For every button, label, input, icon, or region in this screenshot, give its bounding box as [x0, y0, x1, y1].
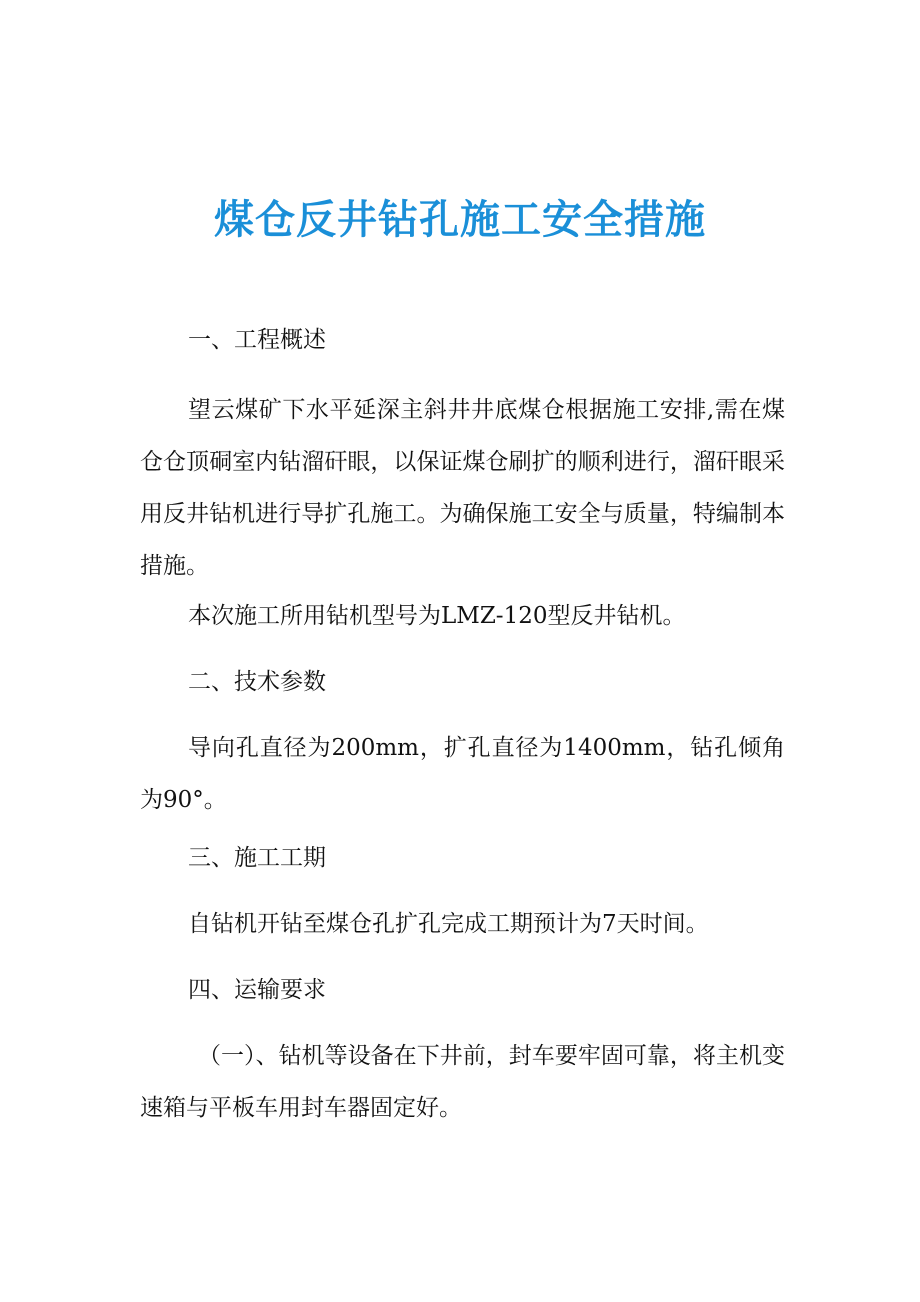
- paragraph-parameters: 导向孔直径为200mm，扩孔直径为1400mm，钻孔倾角为90°。: [140, 735, 785, 813]
- section-heading-parameters: 二、技术参数: [188, 669, 326, 695]
- section-heading-transport: 四、运输要求: [188, 977, 326, 1003]
- paragraph-drill-model: 本次施工所用钻机型号为LMZ-120型反井钻机。: [188, 603, 686, 629]
- paragraph-transport-1: （一）、钻机等设备在下井前，封车要牢固可靠，将主机变速箱与平板车用封车器固定好。: [140, 1043, 785, 1121]
- section-heading-schedule: 三、施工工期: [188, 845, 326, 871]
- document-title: 煤仓反井钻孔施工安全措施: [214, 197, 706, 243]
- section-heading-overview: 一、工程概述: [188, 327, 326, 353]
- paragraph-schedule: 自钻机开钻至煤仓孔扩孔完成工期预计为7天时间。: [188, 911, 709, 937]
- paragraph-overview: 望云煤矿下水平延深主斜井井底煤仓根据施工安排,需在煤仓仓顶硐室内钻溜矸眼，以保证煤仓刷扩的顺利进行，溜矸眼采用反井钻机进行导扩孔施工。为确保施工安全与质量，特编制本措施。: [140, 397, 785, 579]
